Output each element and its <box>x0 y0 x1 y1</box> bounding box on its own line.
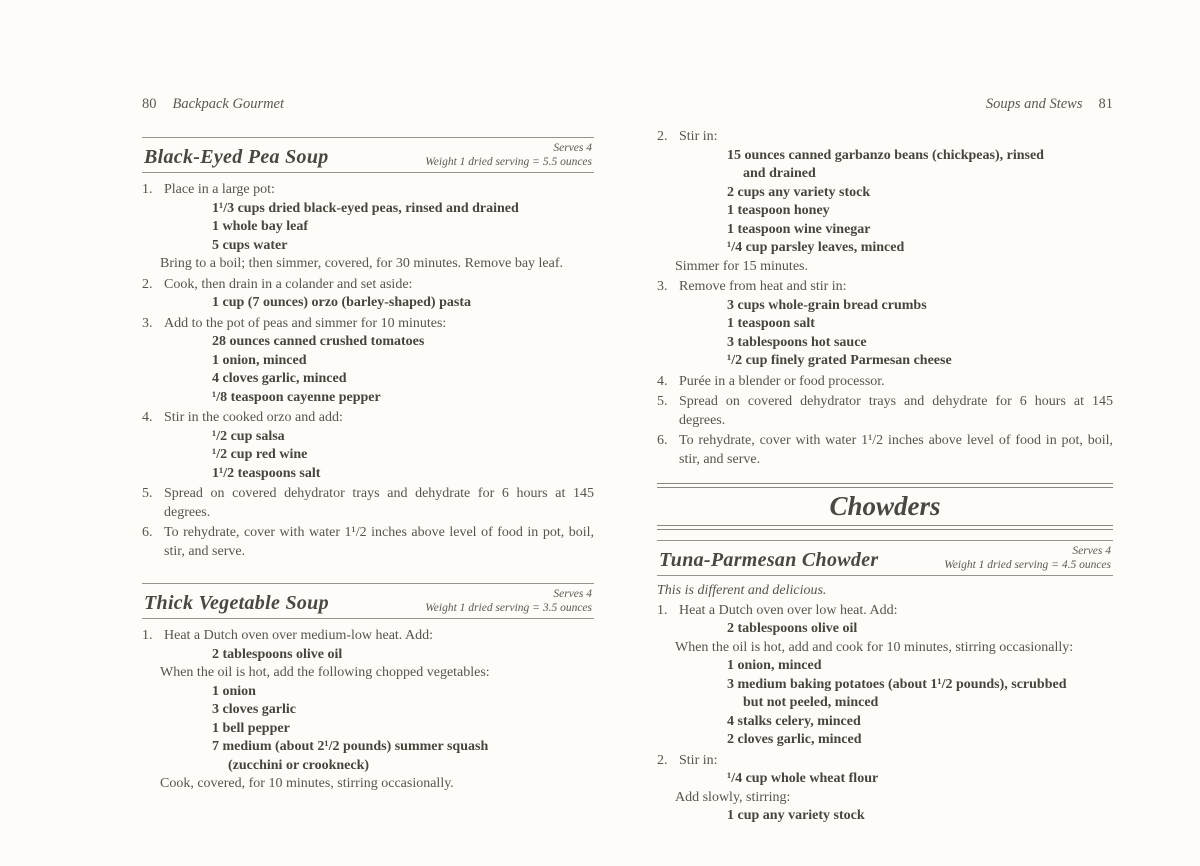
recipe-step <box>142 315 594 408</box>
ingredient-line: 1 cup any variety stock <box>727 808 865 823</box>
recipe-title: Black-Eyed Pea Soup <box>144 146 329 168</box>
recipe-step <box>657 128 1113 276</box>
section-chowders <box>657 483 1113 530</box>
step-text: Place in a large pot: <box>164 182 275 197</box>
step-line <box>142 524 594 561</box>
step-text: Remove from heat and stir in: <box>679 279 847 294</box>
step-number: 3. <box>657 279 668 294</box>
ingredient-line: 1 bell pepper <box>212 720 290 736</box>
step-line <box>657 278 1113 297</box>
serves-label: Serves 4 <box>553 588 592 600</box>
note-line: When the oil is hot, add and cook for 10 minutes, stirring occasionally: <box>675 639 1074 655</box>
step-text: Cook, then drain in a colander and set aside: <box>164 276 413 292</box>
ingredient-line: 1 teaspoon salt <box>727 316 815 331</box>
recipe-step <box>657 432 1113 469</box>
ingredient-line: 2 cloves garlic, minced <box>727 732 862 747</box>
recipe-thick-vegetable-soup <box>142 583 594 794</box>
recipe-title-block <box>657 540 1113 576</box>
ingredient-line: 28 ounces canned crushed tomatoes <box>212 334 425 349</box>
note-line: Add slowly, stirring: <box>675 789 791 805</box>
recipe-intro: This is different and delicious. <box>657 583 827 598</box>
step-number: 5. <box>142 486 153 501</box>
ingredient-line: ¹/2 cup red wine <box>212 447 308 462</box>
page-81 <box>657 96 1113 828</box>
ingredient-line: 1 teaspoon wine vinegar <box>727 221 871 237</box>
ingredient-continuation: and drained <box>743 166 816 181</box>
step-text: Spread on covered dehydrator trays and dehydrate for 6 hours at 145 degrees. <box>164 486 594 520</box>
recipe-title-block <box>142 583 594 619</box>
step-line <box>657 373 1113 392</box>
step-text: Heat a Dutch oven over low heat. Add: <box>679 602 898 618</box>
note-line: Bring to a boil; then simmer, covered, for 30 minutes. Remove bay leaf. <box>160 256 564 271</box>
ingredient-line: ¹/4 cup parsley leaves, minced <box>727 240 905 255</box>
recipe-step <box>142 276 594 313</box>
step-line <box>657 602 1113 621</box>
ingredient-line: 5 cups water <box>212 237 288 253</box>
ingredient-line: 3 cups whole-grain bread crumbs <box>727 297 927 313</box>
step-line <box>142 181 594 200</box>
serving-info <box>425 142 592 169</box>
ingredient-line: 1 onion, minced <box>212 352 307 368</box>
step-text: Stir in: <box>679 752 718 768</box>
ingredient-line: 1¹/3 cups dried black-eyed peas, rinsed and drained <box>212 200 519 216</box>
recipe-title: Thick Vegetable Soup <box>144 592 329 614</box>
book-title: Backpack Gourmet <box>172 96 285 112</box>
step-line <box>657 128 1113 147</box>
step-text: Spread on covered dehydrator trays and dehydrate for 6 hours at 145 degrees. <box>679 394 1113 428</box>
ingredient-line: 4 stalks celery, minced <box>727 713 861 729</box>
step-number: 6. <box>142 525 153 540</box>
double-rule-top <box>657 483 1113 488</box>
recipe-step <box>142 485 594 522</box>
recipe-step <box>142 524 594 561</box>
ingredient-line: 1¹/2 teaspoons salt <box>212 465 321 481</box>
step-text: Add to the pot of peas and simmer for 10 minutes: <box>164 315 447 331</box>
recipe-title-block <box>142 137 594 173</box>
ingredient-line: 1 cup (7 ounces) orzo (barley-shaped) pasta <box>212 295 471 310</box>
step-number: 1. <box>142 628 153 643</box>
page-80 <box>142 96 594 796</box>
step-text: Purée in a blender or food processor. <box>679 373 885 389</box>
section-title: Soups and Stews <box>985 96 1083 112</box>
recipe-tuna-parmesan-chowder <box>657 540 1113 826</box>
step-line <box>142 276 594 295</box>
recipe-step <box>657 602 1113 750</box>
step-number: 4. <box>657 373 668 389</box>
step-number: 6. <box>657 433 668 448</box>
serving-info <box>944 545 1111 572</box>
ingredient-line: 1 teaspoon honey <box>727 203 830 218</box>
recipe-step <box>657 393 1113 430</box>
recipe-black-eyed-pea-soup <box>142 137 594 561</box>
ingredient-line: ¹/2 cup salsa <box>212 428 285 444</box>
double-rule-bottom <box>657 525 1113 530</box>
ingredient-line: 2 tablespoons olive oil <box>727 621 858 636</box>
step-line <box>657 393 1113 430</box>
ingredient-line: 7 medium (about 2¹/2 pounds) summer squash <box>212 739 489 754</box>
ingredient-line: ¹/2 cup finely grated Parmesan cheese <box>727 353 952 368</box>
ingredient-line: 4 cloves garlic, minced <box>212 371 347 386</box>
recipe-step <box>657 752 1113 826</box>
step-text: To rehydrate, cover with water 1¹/2 inches above level of food in pot, boil, stir, and serve. <box>164 525 594 559</box>
step-text: To rehydrate, cover with water 1¹/2 inches above level of food in pot, boil, stir, and serve. <box>679 433 1113 467</box>
step-number: 4. <box>142 410 153 425</box>
ingredient-line: 2 cups any variety stock <box>727 184 871 200</box>
page-header-right <box>657 96 1113 113</box>
step-line <box>142 409 594 428</box>
step-number: 1. <box>657 602 668 618</box>
page-number: 81 <box>1098 96 1113 112</box>
ingredient-line: 3 medium baking potatoes (about 1¹/2 pounds), scrubbed <box>727 676 1067 692</box>
ingredient-continuation: (zucchini or crookneck) <box>228 757 370 773</box>
recipe-steps <box>657 602 1113 826</box>
ingredient-continuation: but not peeled, minced <box>743 695 879 710</box>
ingredient-line: 2 tablespoons olive oil <box>212 646 343 662</box>
weight-label: Weight 1 dried serving = 3.5 ounces <box>425 601 592 614</box>
ingredient-line: 3 cloves garlic <box>212 702 296 717</box>
step-number: 1. <box>142 182 153 197</box>
weight-label: Weight 1 dried serving = 4.5 ounces <box>944 558 1111 571</box>
recipe-step <box>142 627 594 794</box>
serves-label: Serves 4 <box>1072 545 1111 557</box>
step-line <box>142 485 594 522</box>
recipe-steps <box>142 627 594 794</box>
ingredient-line: 3 tablespoons hot sauce <box>727 334 867 350</box>
serves-label: Serves 4 <box>553 142 592 154</box>
step-number: 3. <box>142 315 153 331</box>
note-line: Simmer for 15 minutes. <box>675 258 808 274</box>
step-text: Stir in the cooked orzo and add: <box>164 410 343 425</box>
ingredient-line: 1 whole bay leaf <box>212 219 309 234</box>
recipe-step <box>657 278 1113 371</box>
serving-info <box>425 588 592 615</box>
step-number: 2. <box>142 276 153 292</box>
recipe-step <box>142 409 594 483</box>
step-number: 5. <box>657 394 668 409</box>
section-heading: Chowders <box>829 491 941 521</box>
recipe-step <box>142 181 594 274</box>
step-line <box>657 432 1113 469</box>
page-header-left <box>142 96 594 113</box>
ingredient-line: ¹/4 cup whole wheat flour <box>727 771 879 786</box>
step-number: 2. <box>657 752 668 768</box>
recipe-steps <box>142 181 594 561</box>
ingredient-line: ¹/8 teaspoon cayenne pepper <box>212 389 381 405</box>
recipe-step <box>657 373 1113 392</box>
step-text: Heat a Dutch oven over medium-low heat. Add: <box>164 628 434 643</box>
ingredient-line: 1 onion <box>212 683 256 699</box>
note-line: Cook, covered, for 10 minutes, stirring occasionally. <box>160 776 454 791</box>
ingredient-line: 15 ounces canned garbanzo beans (chickpeas), rinsed <box>727 147 1044 163</box>
ingredient-line: 1 onion, minced <box>727 658 822 673</box>
note-line: When the oil is hot, add the following chopped vegetables: <box>160 665 490 680</box>
step-text: Stir in: <box>679 129 718 144</box>
step-number: 2. <box>657 129 668 144</box>
recipe-title: Tuna-Parmesan Chowder <box>659 549 879 571</box>
step-line <box>657 752 1113 771</box>
step-line <box>142 627 594 646</box>
weight-label: Weight 1 dried serving = 5.5 ounces <box>425 155 592 168</box>
continued-recipe-steps <box>657 128 1113 469</box>
step-line <box>142 315 594 334</box>
page-number: 80 <box>142 96 157 112</box>
